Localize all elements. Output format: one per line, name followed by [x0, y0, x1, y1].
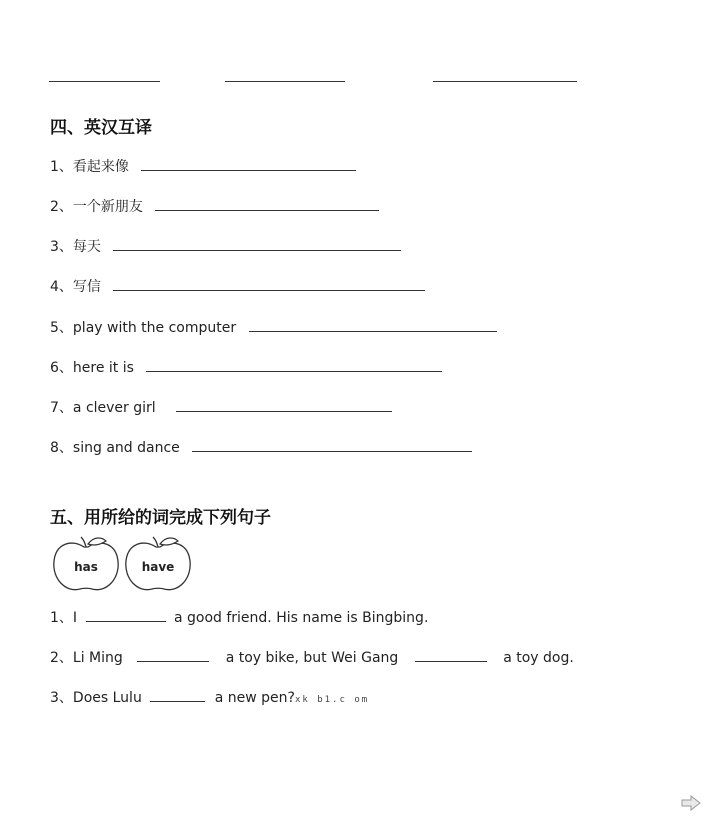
answer-blank[interactable]	[141, 156, 356, 171]
apple-word-card	[50, 535, 122, 595]
item-number: 3、	[50, 690, 73, 706]
sentence-item	[50, 607, 428, 627]
answer-blank[interactable]	[86, 607, 166, 622]
item-number: 1、	[50, 159, 73, 175]
answer-line[interactable]	[225, 81, 345, 82]
item-text: 每天	[72, 239, 101, 255]
section-heading: 四、英汉互译	[50, 118, 152, 138]
item-text: here it is	[72, 360, 134, 376]
watermark-text: xk b1.c om	[294, 695, 370, 705]
sentence-text: a toy bike, but Wei Gang	[225, 650, 399, 666]
answer-blank[interactable]	[415, 647, 487, 662]
list-item	[50, 236, 401, 256]
sentence-text: Does Lulu	[72, 690, 142, 706]
answer-blank[interactable]	[249, 317, 497, 332]
answer-blank[interactable]	[176, 397, 392, 412]
answer-blank[interactable]	[155, 196, 379, 211]
answer-blank[interactable]	[192, 437, 472, 452]
item-text: 一个新朋友	[72, 199, 143, 215]
item-number: 2、	[50, 650, 73, 666]
word-has: has	[74, 560, 98, 574]
section-heading: 五、用所给的词完成下列句子	[50, 508, 271, 528]
list-item	[50, 397, 392, 417]
item-text: play with the computer	[72, 320, 237, 336]
item-number: 2、	[50, 199, 73, 215]
list-item	[50, 276, 425, 296]
item-number: 6、	[50, 360, 73, 376]
item-number: 4、	[50, 279, 73, 295]
item-text: sing and dance	[72, 440, 180, 456]
sentence-item	[50, 647, 574, 667]
item-text: 看起来像	[72, 159, 129, 175]
item-number: 5、	[50, 320, 73, 336]
answer-blank[interactable]	[113, 236, 401, 251]
answer-blank[interactable]	[113, 276, 425, 291]
answer-blank[interactable]	[146, 357, 442, 372]
answer-line[interactable]	[433, 81, 577, 82]
list-item	[50, 156, 356, 176]
sentence-text: a good friend. His name is Bingbing.	[173, 610, 429, 626]
item-number: 8、	[50, 440, 73, 456]
list-item	[50, 196, 379, 216]
answer-blank[interactable]	[150, 687, 205, 702]
sentence-item	[50, 687, 369, 709]
item-number: 1、	[50, 610, 73, 626]
item-number: 7、	[50, 400, 73, 416]
sentence-text: Li Ming	[72, 650, 123, 666]
apple-word-card	[122, 535, 194, 595]
list-item	[50, 357, 442, 377]
answer-blank[interactable]	[137, 647, 209, 662]
sentence-text: a new pen?	[214, 690, 295, 706]
list-item	[50, 317, 497, 337]
item-text: a clever girl	[72, 400, 156, 416]
sentence-text: I	[72, 610, 78, 626]
item-text: 写信	[72, 279, 101, 295]
arrow-right-icon[interactable]	[681, 795, 701, 811]
item-number: 3、	[50, 239, 73, 255]
list-item	[50, 437, 472, 457]
word-have: have	[141, 560, 175, 574]
sentence-text: a toy dog.	[503, 650, 574, 666]
answer-line[interactable]	[49, 81, 160, 82]
